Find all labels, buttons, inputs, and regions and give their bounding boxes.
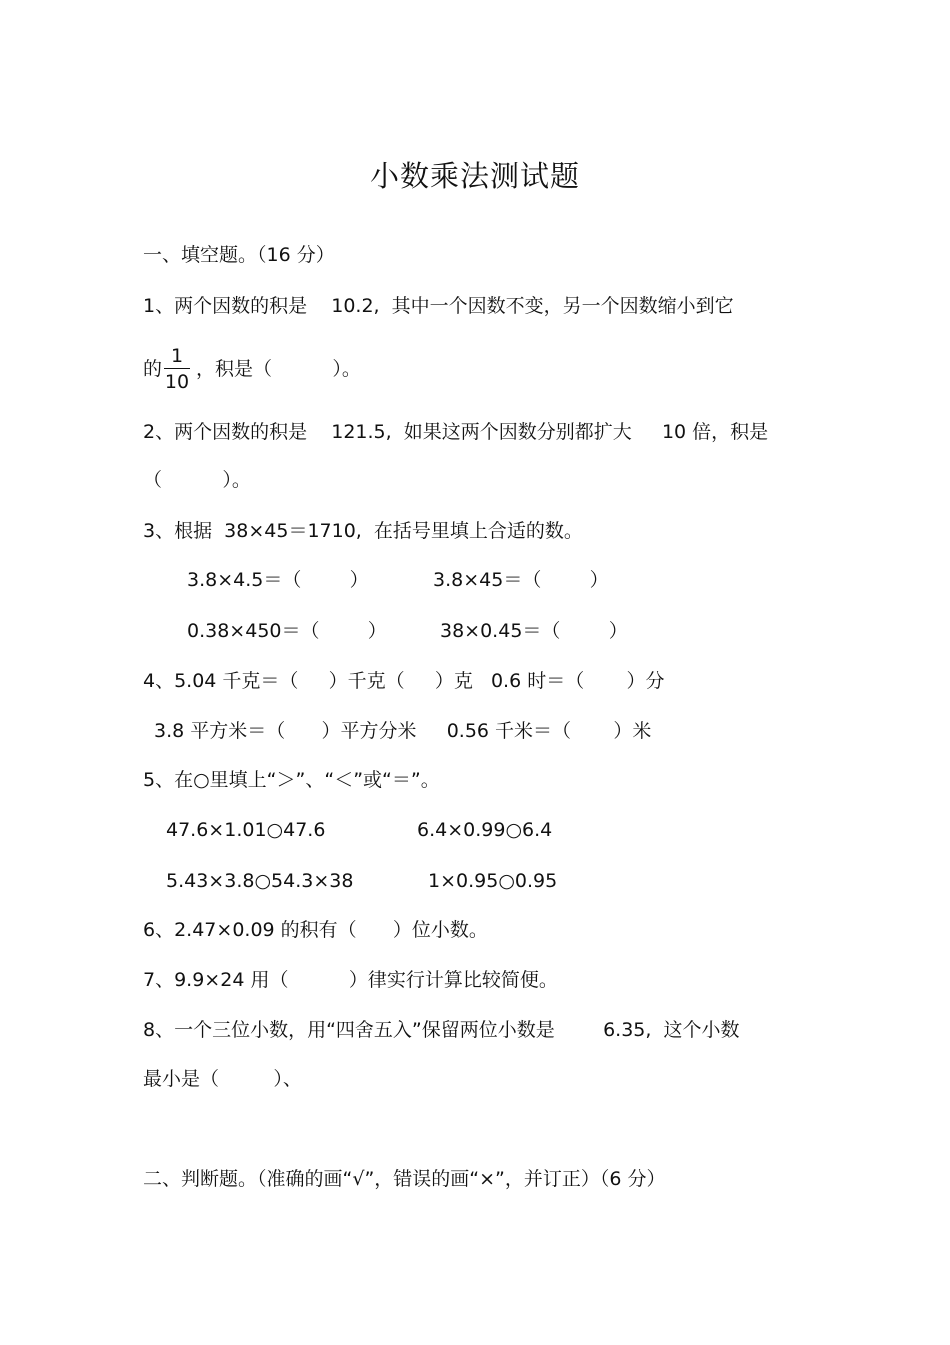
question-5-item-d: 1×0.95○0.95 [428,870,558,892]
fraction-numerator: 1 [170,345,184,367]
question-3-item-a: 3.8×4.5＝（ ） [187,569,369,591]
question-4-line-1: 4、5.04 千克＝（ ）千克（ ）克 0.6 时＝（ ）分 [143,670,665,692]
section-1-heading: 一、填空题。（16 分） [143,244,335,266]
question-4-line-2: 3.8 平方米＝（ ）平方分米 0.56 千米＝（ ）米 [154,720,652,742]
question-6: 6、2.47×0.09 的积有（ ）位小数。 [143,919,488,941]
question-1-suffix: ，积是（ ）。 [196,358,361,380]
question-5-item-a: 47.6×1.01○47.6 [166,819,326,841]
fraction-denominator: 10 [164,371,190,393]
question-5-item-b: 6.4×0.99○6.4 [417,819,553,841]
question-7: 7、9.9×24 用（ ）律实行计算比较简便。 [143,969,558,991]
question-1-prefix: 的 [143,358,163,380]
question-3-item-c: 0.38×450＝（ ） [187,620,387,642]
question-8-line-2: 最小是（ ）、 [143,1068,302,1090]
question-5-line-1: 5、在○里填上“＞”、“＜”或“＝”。 [143,769,440,791]
question-8-line-1: 8、一个三位小数，用“四舍五入”保留两位小数是 6.35, 这个小数 [143,1019,740,1041]
question-1-line-1: 1、两个因数的积是 10.2, 其中一个因数不变，另一个因数缩小到它 [143,295,734,317]
page-title: 小数乘法测试题 [369,159,580,193]
question-5-item-c: 5.43×3.8○54.3×38 [166,870,354,892]
question-3-item-b: 3.8×45＝（ ） [433,569,609,591]
fraction-bar [164,368,190,369]
question-3-line-1: 3、根据 38×45＝1710, 在括号里填上合适的数。 [143,520,583,542]
question-2-line-2: （ ）。 [143,469,251,491]
question-3-item-d: 38×0.45＝（ ） [440,620,628,642]
question-2-line-1: 2、两个因数的积是 121.5, 如果这两个因数分别都扩大 10 倍，积是 [143,421,769,443]
section-2-heading: 二、判断题。（准确的画“√”，错误的画“×”，并订正）（6 分） [143,1168,666,1190]
